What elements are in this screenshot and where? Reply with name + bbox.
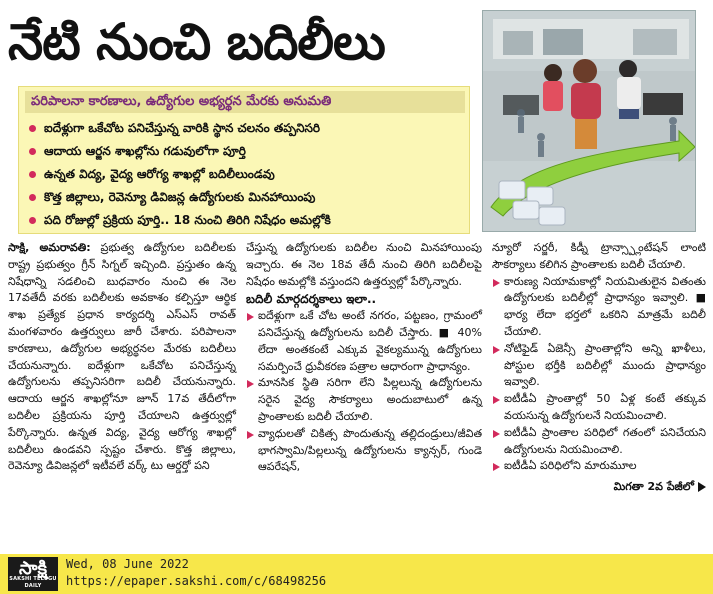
guideline-item: మానసిక స్థితి సరిగా లేని పిల్లలున్న ఉద్యోగులను సరైన వైద్య సౌకర్యాలు అందుబాటులో ఉన్న ప్రాంతాలకు బదిలీ చేయాలి. <box>246 375 482 425</box>
guideline-item: కారుణ్య నియామకాల్లో నియమితులైన వితంతు ఉద్యోగులకు బదిలీల్లో ప్రాధాన్యం ఇవ్వాలి. ■ భార్య లేదా భర్తలో ఒకరిని మాత్రమే బదిలీ చేయాలి. <box>492 274 706 341</box>
summary-bullet <box>25 117 465 140</box>
epaper-link[interactable]: https://epaper.sakshi.com/c/68498256 <box>66 574 327 588</box>
summary-box <box>18 86 470 234</box>
guideline-item: ఐదేళ్లుగా ఒకే చోట అంటే నగరం, పట్టణం, గ్రామంలో పనిచేస్తున్న ఉద్యోగులను బదిలీ చేస్తారు. ■ 40% లేదా అంతకంటే ఎక్కువ వైకల్యమున్న ఉద్యోగులు సమర్పించే ధ్రువీకరణ పత్రాల ఆధారంగా ప్రాధాన్యం. <box>246 308 482 375</box>
byline: సాక్షి, అమరావతి: <box>8 241 91 254</box>
summary-bullet-text: ఉన్నత విద్య, వైద్య ఆరోగ్య శాఖల్లో బదిలీలుండవు <box>44 167 275 181</box>
bullet-dot-icon <box>29 194 36 201</box>
article-body <box>8 240 708 552</box>
logo-text: సాక్షి <box>19 558 47 579</box>
guidelines-subhead: బదిలీ మార్గదర్శకాలు ఇలా.. <box>246 292 377 307</box>
headline: నేటి నుంచి బదిలీలు <box>8 13 385 71</box>
continued-text: మిగతా 2వ పేజీలో <box>613 480 694 494</box>
bullet-dot-icon <box>29 171 36 178</box>
play-arrow-icon <box>698 482 706 492</box>
summary-title: పరిపాలనా కారణాలు, ఉద్యోగుల అభ్యర్థన మేరకు అనుమతి <box>25 91 465 113</box>
summary-bullet-text: పది రోజుల్లో ప్రక్రియ పూర్తి.. 18 నుంచి తిరిగి నిషేధం అమల్లోకి <box>44 213 331 227</box>
guideline-item: వ్యాధులతో చికిత్స పొందుతున్న తల్లిదండ్రులు/జీవిత భాగస్వామి/పిల్లలున్న ఉద్యోగులను క్యాన్సర్, గుండె ఆపరేషన్, <box>246 426 482 476</box>
article-paragraph: న్యూరో సర్జరీ, కిడ్నీ ట్రాన్స్ప్లాంటేషన్ లాంటి సౌకర్యాలు కలిగిన ప్రాంతాలకు బదిలీ చేయాలి. <box>492 241 706 271</box>
sakshi-logo <box>8 557 58 591</box>
article-paragraph: చేస్తున్న ఉద్యోగులకు బదిలీల నుంచి మినహాయింపు ఇచ్చారు. ఈ నెల 18వ తేదీ నుంచి తిరిగి బదిలీలపై నిషేధం అమల్లోకి వస్తుందని ఉత్తర్వుల్లో పేర్కొన్నారు. <box>246 241 482 288</box>
article-text: ప్రభుత్వ ఉద్యోగుల బదిలీలకు రాష్ట్ర ప్రభుత్వం గ్రీన్ సిగ్నల్ ఇచ్చింది. ప్రస్తుతం ఉన్న నిషేధాన్ని సడలించి బుధవారం నుంచి ఈ నెల 17వతేదీ వరకు బదిలీలకు అవకాశం కల్పిస్తూ ఆర్థిక శాఖ ప్రత్యేక ప్రధాన కార్యదర్శి ఎస్ఎస్ రావత్ మంగళవారం ఉత్తర్వులు జారీ చేశారు. పరిపాలనా కారణాలు, ఉద్యోగుల అభ్యర్థనల మేరకు బదిలీలు చేయనున్నారు. ఐదేళ్లుగా ఒకేచోట పనిచేస్తున్న ఉద్యోగులను తప్పనిసరిగా బదిలీ చేయనున్నారు. ఆదాయ ఆర్జన శాఖల్లోనూ జూన్ 17వ తేదీలోగా బదిలీల ప్రక్రియను పూర్తి చేయాలని ఉత్తర్వుల్లో పేర్కొన్నారు. ఉన్నత విద్య, వైద్య ఆరోగ్య శాఖల్లో బదిలీలు ఉండవని స్పష్టం చేశారు. కొత్త జిల్లాలు, రెవెన్యూ డివిజన్లలో ఇటీవలే వర్క్ టు ఆర్డర్తో పని <box>8 241 236 473</box>
footer-meta <box>66 556 326 590</box>
guideline-item: ఐటీడీఏ పరిధిలోని మారుమూల <box>492 458 706 475</box>
article-column-1 <box>8 240 236 475</box>
footer-bar <box>0 554 713 594</box>
summary-bullet <box>25 140 465 163</box>
summary-bullet-text: కొత్త జిల్లాలు, రెవెన్యూ డివిజన్ల ఉద్యోగులకు మినహాయింపు <box>44 190 316 204</box>
summary-bullet-text: ఐదేళ్లుగా ఒకేచోట పనిచేస్తున్న వారికి స్థాన చలనం తప్పనిసరి <box>44 121 321 135</box>
edition-date: Wed, 08 June 2022 <box>66 557 189 571</box>
bullet-dot-icon <box>29 125 36 132</box>
bullet-dot-icon <box>29 217 36 224</box>
guideline-item: ఐటీడీఏ ప్రాంతాల పరిధిలో గతంలో పనిచేయని ఉద్యోగులను నియమించాలి. <box>492 425 706 459</box>
bullet-dot-icon <box>29 148 36 155</box>
summary-bullet <box>25 163 465 186</box>
summary-bullet <box>25 186 465 209</box>
logo-subtitle: SAKSHI TELUGU DAILY <box>9 576 57 589</box>
summary-bullet-text: ఆదాయ ఆర్జన శాఖల్లోను గడువులోగా పూర్తి <box>44 144 246 158</box>
guideline-item: ఐటీడీఏ ప్రాంతాల్లో 50 ఏళ్ల కంటే తక్కువ వయసున్న ఉద్యోగులనే నియమించాలి. <box>492 391 706 425</box>
article-column-3 <box>492 240 706 496</box>
article-column-2 <box>246 240 482 476</box>
summary-bullets <box>25 117 465 232</box>
continued-note <box>492 479 706 496</box>
summary-bullet <box>25 209 465 232</box>
article-paragraph <box>8 240 236 475</box>
article-photo <box>482 10 696 232</box>
office-transfer-illustration <box>483 11 696 232</box>
guideline-item: నోటిఫైడ్ ఏజెన్సీ ప్రాంతాల్లోని అన్ని ఖాళీలు, పోస్టుల భర్తీకి బదిలీల్లో ముందు ప్రాధాన్యం ఇవ్వాలి. <box>492 341 706 391</box>
